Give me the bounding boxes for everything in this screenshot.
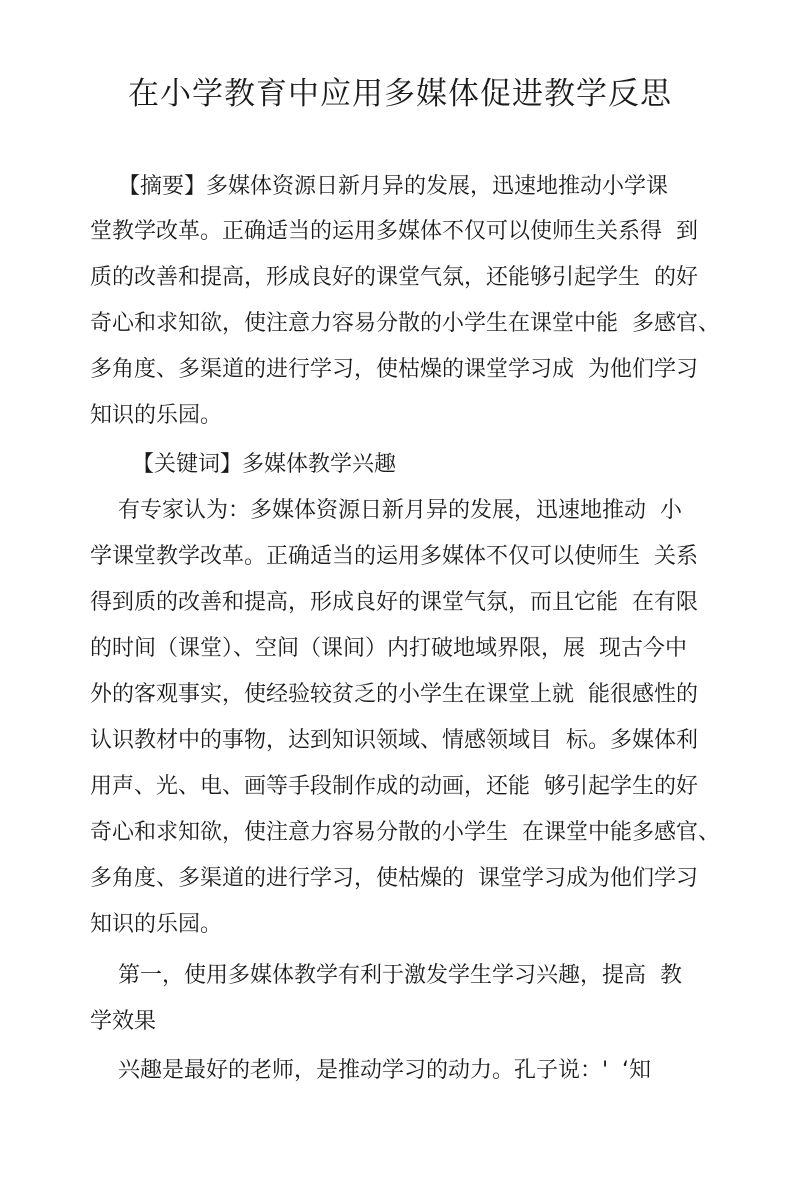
text-line: 知识的乐园。 xyxy=(90,912,223,937)
text-line: 【摘要】多媒体资源日新月异的发展，迅速地推动小学课 xyxy=(90,174,668,199)
text-line: 奇心和求知欲，使注意力容易分散的小学生在课堂中能 多感官、 xyxy=(90,311,720,336)
text-line: 得到质的改善和提高，形成良好的课堂气氛，而且它能 在有限 xyxy=(90,590,698,615)
text-line: 质的改善和提高，形成良好的课堂气氛，还能够引起学生 的好 xyxy=(90,265,698,290)
text-line: 知识的乐园。 xyxy=(90,403,223,428)
text-line: 外的客观事实，使经验较贫乏的小学生在课堂上就 能很感性的 xyxy=(90,682,698,707)
text-line: 学课堂教学改革。正确适当的运用多媒体不仅可以使师生 关系 xyxy=(90,544,698,569)
text-line: 认识教材中的事物，达到知识领域、情感领域目 标。多媒体利 xyxy=(90,728,698,753)
text-line: 多角度、多渠道的进行学习，使枯燥的课堂学习成 为他们学习 xyxy=(90,357,698,382)
text-line: 堂教学改革。正确适当的运用多媒体不仅可以使师生关系得 到 xyxy=(90,219,698,244)
document-title: 在小学教育中应用多媒体促进教学反思 xyxy=(128,76,672,112)
text-line: 多角度、多渠道的进行学习，使枯燥的 课堂学习成为他们学习 xyxy=(90,866,698,891)
section-heading-line: 第一，使用多媒体教学有利于激发学生学习兴趣，提高 教 xyxy=(90,963,682,988)
text-line: 的时间（课堂）、空间（课间）内打破地域界限，展 现古今中 xyxy=(90,636,687,661)
section-heading-line: 学效果 xyxy=(90,1009,157,1034)
text-line: 兴趣是最好的老师，是推动学习的动力。孔子说：' ‘知 xyxy=(90,1058,652,1083)
text-line: 奇心和求知欲，使注意力容易分散的小学生 在课堂中能多感官、 xyxy=(90,820,720,845)
text-line: 有专家认为：多媒体资源日新月异的发展，迅速地推动 小 xyxy=(90,498,682,523)
keywords-line: 【关键词】多媒体教学兴趣 xyxy=(90,452,396,477)
text-line: 用声、光、电、画等手段制作成的动画，还能 够引起学生的好 xyxy=(90,774,698,799)
